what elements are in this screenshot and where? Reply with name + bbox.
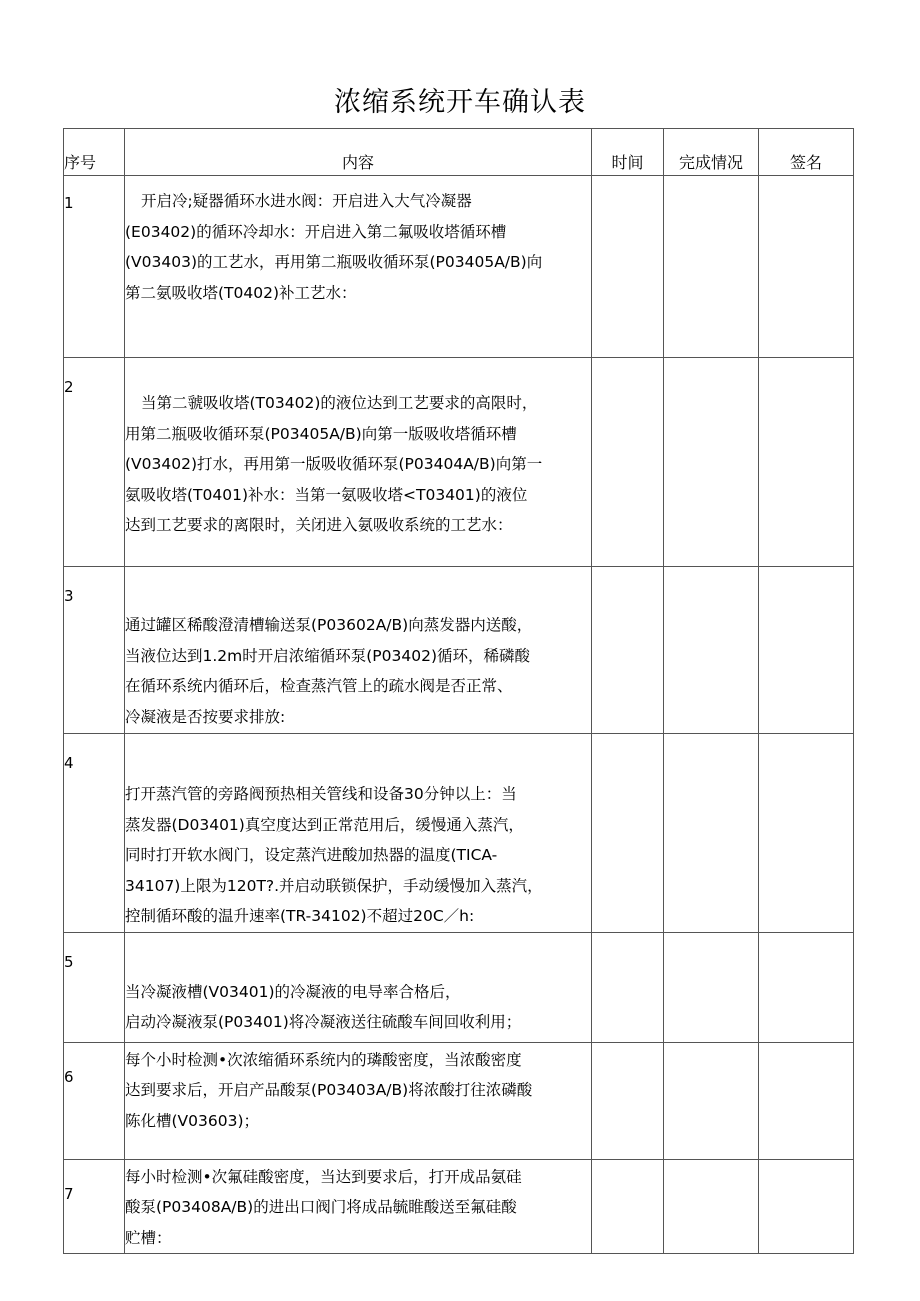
sign-cell[interactable] [759, 567, 854, 734]
content-line: (V03403)的工艺水，再用第二瓶吸收循环泵(P03405A/B)向 [125, 253, 543, 271]
header-sign: 签名 [759, 129, 854, 176]
row-content [125, 176, 592, 358]
content-line: 每小时检测•次氟硅酸密度，当达到要求后，打开成品氨硅 [125, 1167, 522, 1186]
status-cell[interactable] [664, 1042, 759, 1159]
content-line: 贮槽： [125, 1228, 172, 1247]
content-line: 同时打开软水阀门，设定蒸汽进酸加热器的温度(TICA- [125, 846, 498, 864]
row-number: 4 [64, 734, 125, 933]
content-line: 控制循环酸的温升速率(TR-34102)不超过20C／h: [125, 907, 475, 925]
time-cell[interactable] [592, 932, 664, 1042]
header-no: 序号 [64, 129, 125, 176]
time-cell[interactable] [592, 734, 664, 933]
content-line: 氨吸收塔(T0401)补水：当第一氨吸收塔<T03401)的液位 [125, 485, 528, 504]
status-cell[interactable] [664, 567, 759, 734]
content-line: 当第二虢吸收塔(T03402)的液位达到工艺要求的高限时， [141, 394, 538, 412]
row-number: 3 [64, 567, 125, 734]
table-header-row [64, 129, 854, 176]
status-cell[interactable] [664, 932, 759, 1042]
content-line: 启动冷凝液泵(P03401)将冷凝液送往硫酸车间回收利用； [125, 1013, 522, 1031]
content-line: 在循环系统内循环后，检查蒸汽管上的疏水阀是否正常、 [125, 677, 513, 695]
status-cell[interactable] [664, 358, 759, 567]
table-row [64, 567, 854, 734]
sign-cell[interactable] [759, 358, 854, 567]
row-number: 7 [64, 1159, 125, 1254]
content-line: 打开蒸汽管的旁路阀预热相关管线和设备30分钟以上：当 [125, 785, 517, 803]
row-number: 6 [64, 1042, 125, 1159]
status-cell[interactable] [664, 176, 759, 358]
content-line: 用第二瓶吸收循环泵(P03405A/B)向第一版吸收塔循环槽 [125, 424, 517, 443]
sign-cell[interactable] [759, 932, 854, 1042]
content-line: 蒸发器(D03401)真空度达到正常范用后，缓慢通入蒸汽， [125, 815, 524, 834]
row-content [125, 567, 592, 734]
header-status: 完成情况 [664, 129, 759, 176]
row-content [125, 932, 592, 1042]
table-row [64, 1159, 854, 1254]
time-cell[interactable] [592, 176, 664, 358]
content-line: 通过罐区稀酸澄清槽输送泵(P03602A/B)向蒸发器内送酸， [125, 616, 533, 634]
content-line: 达到要求后，开启产品酸泵(P03403A/B)将浓酸打往浓磷酸 [125, 1081, 533, 1099]
sign-cell[interactable] [759, 734, 854, 933]
sign-cell[interactable] [759, 1159, 854, 1254]
row-number: 5 [64, 932, 125, 1042]
content-line: 当液位达到1.2m时开启浓缩循环泵(P03402)循环，稀磷酸 [125, 646, 530, 665]
table-row [64, 358, 854, 567]
header-time: 时间 [592, 129, 664, 176]
row-content [125, 734, 592, 933]
document-title: 浓缩系统开车确认表 [334, 87, 586, 118]
content-line: 冷凝液是否按要求排放: [125, 707, 286, 726]
time-cell[interactable] [592, 358, 664, 567]
status-cell[interactable] [664, 734, 759, 933]
content-line: 开启冷;疑器循环水进水阀：开启进入大气冷凝器 [141, 192, 472, 210]
content-line: 第二氨吸收塔(T0402)补工艺水： [125, 283, 357, 302]
content-line: 当冷凝液槽(V03401)的冷凝液的电导率合格后， [125, 982, 461, 1001]
confirmation-table [63, 128, 854, 1254]
header-content: 内容 [125, 129, 592, 176]
row-number: 2 [64, 358, 125, 567]
content-line: 达到工艺要求的离限时，关闭进入氨吸收系统的工艺水： [125, 516, 513, 534]
row-content [125, 358, 592, 567]
sign-cell[interactable] [759, 176, 854, 358]
table-row [64, 1042, 854, 1159]
content-line: 34107)上限为120T?.并启动联锁保护，手动缓慢加入蒸汽， [125, 876, 543, 895]
table-row [64, 734, 854, 933]
content-line: (V03402)打水，再用第一版吸收循环泵(P03404A/B)向第一 [125, 455, 543, 473]
row-number: 1 [64, 176, 125, 358]
table-row [64, 176, 854, 358]
time-cell[interactable] [592, 567, 664, 734]
table-row [64, 932, 854, 1042]
time-cell[interactable] [592, 1159, 664, 1254]
content-line: 酸泵(P03408A/B)的进出口阀门将成品毓睢酸送至氟硅酸 [125, 1198, 517, 1216]
content-line: 陈化槽(V03603)； [125, 1111, 260, 1130]
content-line: 每个小时检测•次浓缩循环系统内的璘酸密度，当浓酸密度 [125, 1050, 522, 1069]
content-line: (E03402)的循环冷却水：开启进入第二氟吸收塔循环槽 [125, 222, 507, 241]
status-cell[interactable] [664, 1159, 759, 1254]
row-content [125, 1159, 592, 1254]
row-content [125, 1042, 592, 1159]
sign-cell[interactable] [759, 1042, 854, 1159]
time-cell[interactable] [592, 1042, 664, 1159]
